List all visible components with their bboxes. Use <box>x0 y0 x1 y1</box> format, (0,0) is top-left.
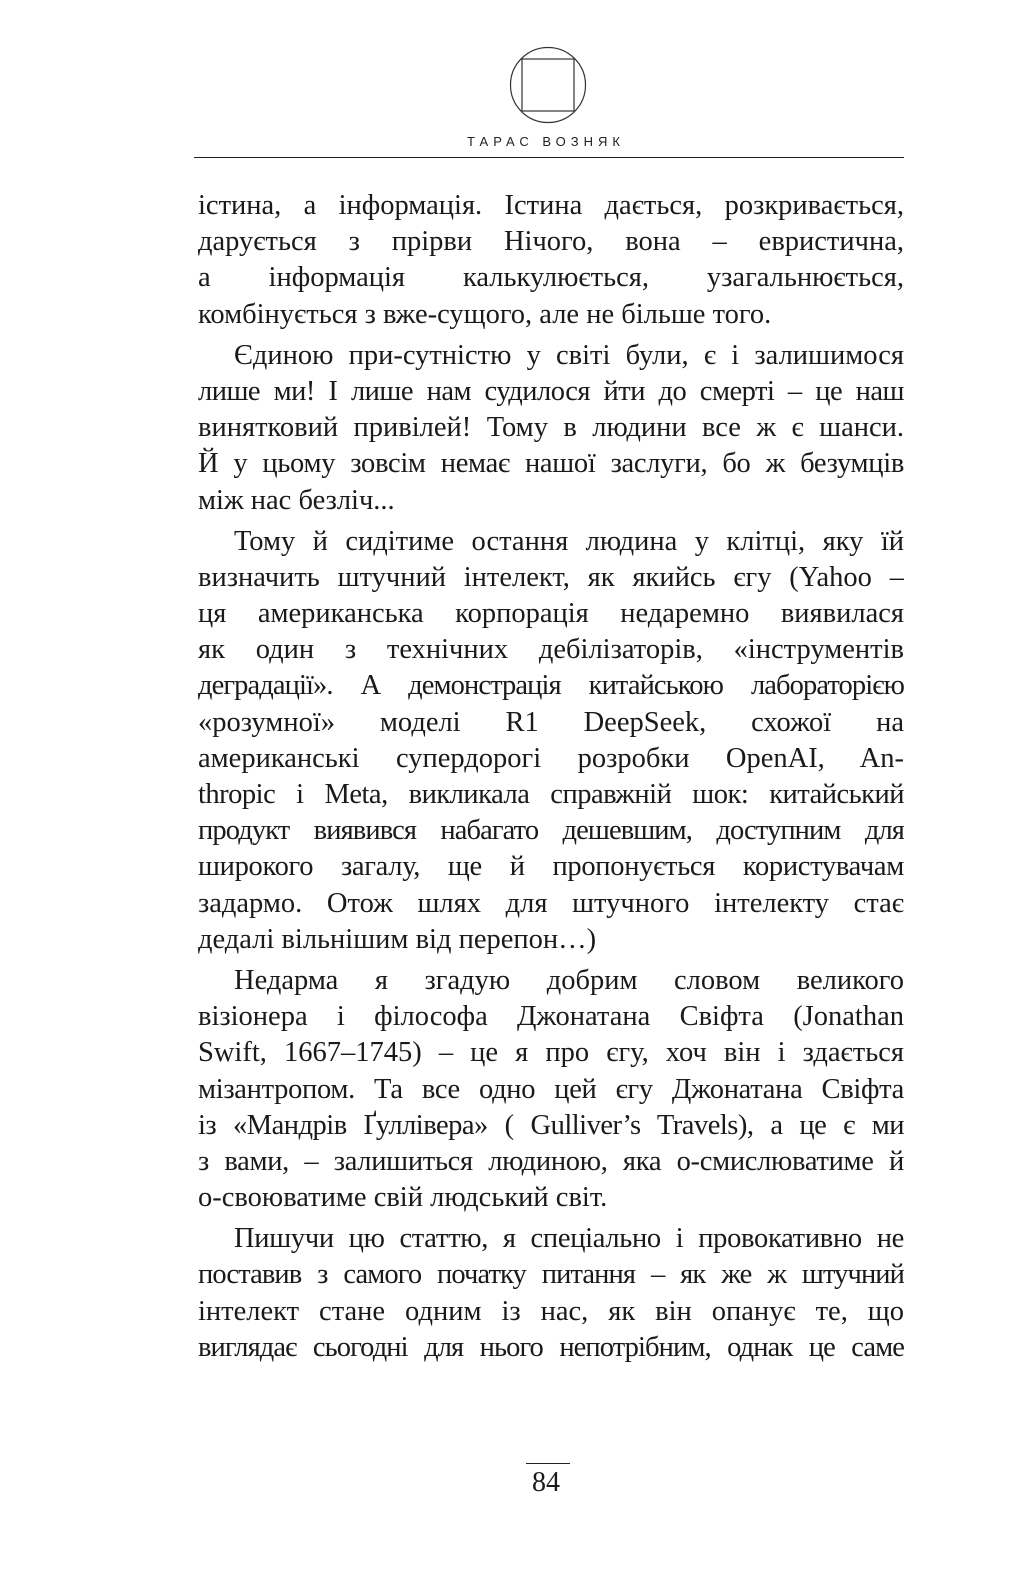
running-head: ТАРАС ВОЗНЯК <box>467 134 625 149</box>
text-line: Єдиною при-сутністю у світі були, є і залишимося <box>234 339 904 371</box>
text-line: Пишучи цю статтю, я спеціально і провокативно не <box>234 1223 904 1255</box>
text-line: ця американська корпорація недаремно виявилася <box>198 598 904 630</box>
text-line: Недарма я згадую добрим словом великого <box>234 964 904 996</box>
text-line: продукт виявився набагато дешевшим, доступним для <box>198 815 904 847</box>
text-line: виглядає сьогодні для нього непотрібним, однак це саме <box>198 1331 904 1363</box>
text-line: визначить штучний інтелект, як якийсь єгу (Yahoo – <box>198 561 904 593</box>
text-line: «розумної» моделі R1 DeepSeek, схожої на <box>198 706 904 738</box>
text-line: лише ми! І лише нам судилося йти до смерті – це наш <box>198 375 904 407</box>
text-line: між нас безліч... <box>198 484 395 516</box>
text-line: комбінується з вже-сущого, але не більше того. <box>198 298 772 330</box>
header-rule <box>194 157 904 158</box>
text-line: а інформація калькулюється, узагальнюється, <box>198 262 904 294</box>
text-line: з вами, – залишиться людиною, яка о-смислюватиме й <box>198 1145 904 1177</box>
text-line: мізантропом. Та все одно цей єгу Джонатана Свіфта <box>198 1073 904 1105</box>
text-line: Тому й сидітиме остання людина у клітці, яку їй <box>234 525 904 557</box>
folio-rule <box>526 1463 570 1464</box>
text-line: Й у цьому зовсім немає нашої заслуги, бо ж безумців <box>198 448 904 480</box>
text-line: із «Мандрів Ґуллівера» ( Gulliver’s Travels), а це є ми <box>198 1109 904 1141</box>
text-line: візіонера і філософа Джонатана Свіфта (Jonathan <box>198 1001 904 1033</box>
text-line: поставив з самого початку питання – як же ж штучний <box>198 1259 904 1291</box>
text-line: задармо. Отож шлях для штучного інтелекту стає <box>198 887 904 919</box>
text-line: американські супердорогі розробки OpenAI, An- <box>198 742 904 774</box>
text-line: дедалі вільнішим від перепон…) <box>198 923 597 955</box>
text-line: thropic і Meta, викликала справжній шок: китайський <box>198 779 904 810</box>
text-line: широкого загалу, ще й пропонується користувачам <box>198 851 904 883</box>
text-line: винятковий привілей! Тому в людини все ж є шанси. <box>198 412 904 444</box>
circle-square-emblem-icon <box>509 46 587 124</box>
body-text <box>198 188 904 1366</box>
text-line: о-своюватиме свій людський світ. <box>198 1182 608 1214</box>
page-number: 84 <box>532 1467 560 1498</box>
text-line: Swift, 1667–1745) – це я про єгу, хоч він і здається <box>198 1037 904 1069</box>
text-line: інтелект стане одним із нас, як він опанує те, що <box>198 1295 904 1327</box>
text-line: деградації». А демонстрація китайською лабораторією <box>198 670 904 702</box>
text-line: як один з технічних дебілізаторів, «інструментів <box>198 634 904 666</box>
text-line: дарується з прірви Нічого, вона – евристична, <box>198 226 904 258</box>
text-line: істина, а інформація. Істина дається, розкривається, <box>198 190 904 221</box>
